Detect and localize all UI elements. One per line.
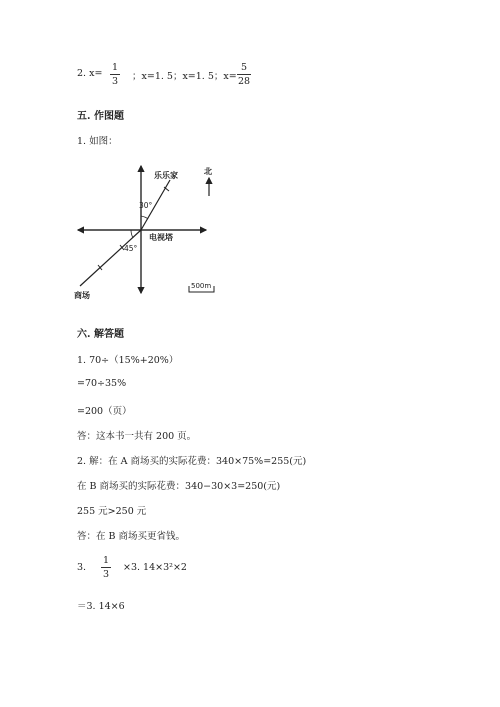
q3-fraction	[101, 555, 111, 580]
fraction-denominator: 3	[111, 76, 119, 87]
q2-fraction-2	[237, 62, 251, 87]
section-title: 六. 解答题	[77, 329, 124, 340]
answer-line: 答：这本书一共有 200 页。	[77, 431, 197, 442]
solution-line: 2. 解：在 A 商场买的实际花费：340×75%=255(元)	[77, 456, 307, 467]
solution-line: =200（页）	[77, 406, 132, 417]
fraction-denominator: 3	[102, 569, 110, 580]
angle-arc-30	[141, 216, 148, 219]
question-label: 1. 如图：	[77, 136, 118, 147]
q2-middle: ；x=1. 5；x=1. 5；x=	[132, 71, 237, 82]
q3-result-line: ＝3. 14×6	[77, 601, 125, 612]
label-scale: 500m	[191, 282, 212, 290]
q2-prefix: 2. x=	[77, 68, 103, 79]
solution-line: 255 元>250 元	[77, 506, 147, 517]
fraction-numerator: 1	[111, 62, 119, 73]
solution-line: 在 B 商场买的实际花费：340−30×3=250(元)	[77, 481, 281, 492]
angle-arc-45	[131, 230, 133, 238]
label-angle-45: 45°	[124, 244, 138, 253]
q2-fraction-1	[110, 62, 120, 87]
label-mall: 商场	[74, 291, 90, 300]
fraction-numerator: 1	[102, 555, 110, 566]
q3-expression: ×3. 14×3²×2	[123, 562, 187, 573]
solution-line: 1. 70÷（15%+20%）	[77, 355, 179, 366]
answer-line: 答：在 B 商场买更省钱。	[77, 531, 186, 542]
line-to-mall	[80, 230, 141, 286]
solution-line: =70÷35%	[77, 378, 127, 389]
label-lele-home: 乐乐家	[154, 171, 178, 180]
label-north: 北	[204, 167, 212, 176]
label-tv-tower: 电视塔	[149, 233, 173, 242]
fraction-numerator: 5	[240, 62, 248, 73]
label-angle-30: 30°	[139, 201, 153, 210]
section-title: 五. 作图题	[77, 111, 124, 122]
fraction-denominator: 28	[237, 76, 251, 87]
direction-diagram	[70, 158, 230, 304]
q3-prefix: 3.	[77, 562, 87, 573]
